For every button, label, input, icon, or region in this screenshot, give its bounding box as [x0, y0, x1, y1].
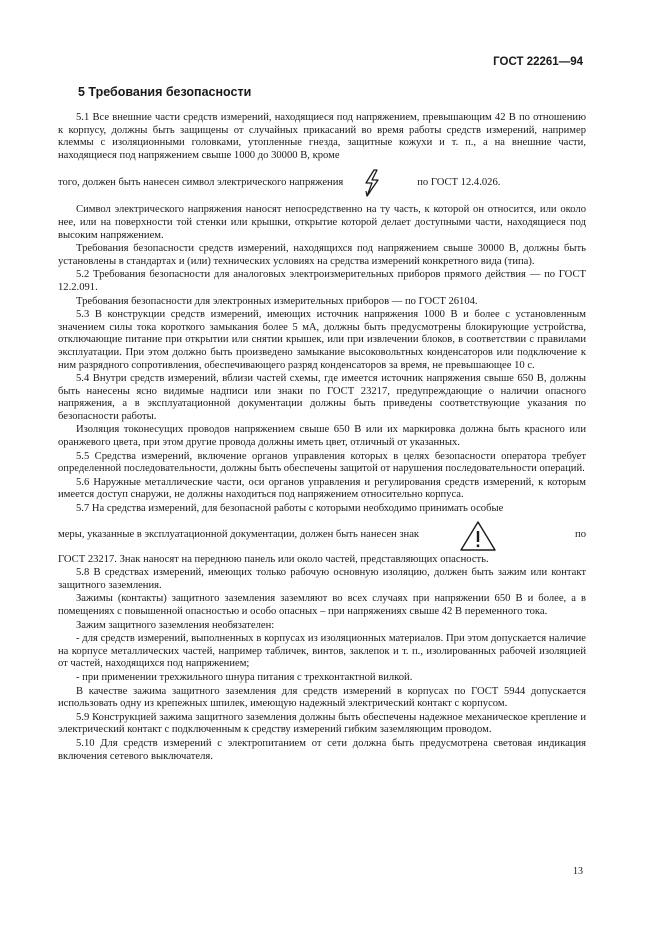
paragraph-5-7-tail-a: меры, указанные в эксплуатационной документации, должен быть нанесен знак: [58, 529, 420, 541]
paragraph-electronic-req: Требования безопасности для электронных измерительных приборов — по ГОСТ 26104.: [76, 295, 478, 307]
paragraph-5-3: 5.3 В конструкции средств измерений, имеющих источник напряжения 1000 В и более с установленным значением силы тока короткого замыкания более 5 мА, должны быть предусмотрены блокирующие устройства, отключающие питание при открытии или снятии крышек, или при извлечении блоков, в соответствии с правилами эксплуатации. При этом должно быть произведено замыкание высоковольтных конденсаторов или подключение к ним разрядного сопротивления, обеспечивающего разряд конденсаторов за время, не превышающее 10 с.: [58, 309, 586, 371]
paragraph-5-8: 5.8 В средствах измерений, имеющих только рабочую основную изоляцию, должен быть зажим или контакт защитного заземления.: [58, 567, 586, 591]
paragraph-5-1-tail-a: того, должен быть нанесен символ электрического напряжения: [58, 177, 344, 189]
paragraph-high-voltage-req: Требования безопасности средств измерений, находящихся под напряжением свыше 30000 В, должны быть установлены в стандартах и (или) технических условиях на средства измерений конкретного вида (типа).: [58, 243, 586, 267]
section-title: 5 Требования безопасности: [78, 85, 252, 99]
paragraph-5-10: 5.10 Для средств измерений с электропитанием от сети должна быть предусмотрена световая индикация включения сетевого выключателя.: [58, 737, 586, 762]
paragraph-5-1: 5.1 Все внешние части средств измерений, находящиеся под напряжением, превышающим 42 В по отношению к корпусу, должны быть защищены от случайных прикасаний во время работы средств измерений, например клеммы с изоляционными головками, утопленные гнезда, защитные кожухи и т. п., а на внешние части, находящиеся под напряжением свыше 1000 до 30000 В, кроме: [58, 112, 586, 161]
paragraph-5-5: 5.5 Средства измерений, включение органов управления которых в целях безопасности оператора требует определенной последовательности, должны быть обеспечены защитой от нарушения последовательности операций.: [58, 450, 586, 475]
list-item-three-wire-cord: - при применении трехжильного шнура питания с трехконтактной вилкой.: [76, 671, 413, 683]
paragraph-grounding-optional: Зажим защитного заземления необязателен:: [76, 619, 275, 631]
paragraph-5-6: 5.6 Наружные металлические части, оси органов управления и регулирования средств измерений, к которым имеется доступ снаружи, не должны находиться под напряжением относительно корпуса.: [58, 476, 586, 501]
paragraph-5-7-tail-b: по: [575, 529, 586, 541]
section-body: [58, 112, 586, 764]
paragraph-5-4: 5.4 Внутри средств измерений, вблизи частей схемы, где имеется источник напряжения свыше 650 В, должны быть нанесены ясно видимые надписи или знаки по ГОСТ 23217, предупреждающие о наличии опасного напряжения, а в эксплуатационной документации должны быть приведены соответствующие указания по безопасности работы.: [58, 373, 586, 422]
paragraph-5-9: 5.9 Конструкцией зажима защитного заземления должны быть обеспечены надежное механическое крепление и электрический контакт с подключенным к средству измерений гибким заземляющим проводом.: [58, 711, 586, 736]
page-number: 13: [573, 866, 583, 877]
high-voltage-bolt-icon: [357, 168, 387, 198]
voltage-symbol-line: [58, 168, 586, 198]
paragraph-grounding: Зажимы (контакты) защитного заземления заземляют во всех случаях при напряжении 650 В и более, а в помещениях с повышенной опасностью и особо опасных – при напряжениях свыше 42 В переменного тока.: [58, 593, 586, 617]
warning-triangle-icon: [459, 520, 497, 552]
document-code: ГОСТ 22261—94: [493, 56, 583, 68]
paragraph-insulation: Изоляция токонесущих проводов напряжением свыше 650 В или их маркировка должна быть красного или оранжевого цвета, при этом другие провода должны иметь цвет, отличный от указанных.: [58, 424, 586, 449]
paragraph-5-1-tail-b: по ГОСТ 12.4.026.: [417, 177, 501, 189]
list-item-insulated-case: - для средств измерений, выполненных в корпусах из изоляционных материалов. При этом допускается наличие на корпусе металлических частей, например табличек, винтов, заклепок и т. п., изолированных рабочей изоляцией от частей, находящихся под напряжением;: [58, 633, 586, 670]
paragraph-gost-5944: В качестве зажима защитного заземления для средств измерений в корпусах по ГОСТ 5944 допускается использовать одну из крепежных шпилек, имеющую надежный электрический контакт с корпусом.: [58, 685, 586, 710]
warning-symbol-line: [58, 520, 586, 552]
paragraph-voltage-symbol: Символ электрического напряжения наносят непосредственно на ту часть, к которой он относится, или около нее, или на поверхности той стенки или крышки, открытие которой делает доступными части, находящиеся под высоким напряжением.: [58, 204, 586, 241]
paragraph-5-7: 5.7 На средства измерений, для безопасной работы с которыми необходимо принимать особые: [76, 503, 504, 515]
paragraph-5-7-cont: ГОСТ 23217. Знак наносят на переднюю панель или около частей, представляющих опасность.: [58, 553, 489, 565]
paragraph-5-2: 5.2 Требования безопасности для аналоговых электроизмерительных приборов прямого действия — по ГОСТ 12.2.091.: [58, 269, 586, 293]
